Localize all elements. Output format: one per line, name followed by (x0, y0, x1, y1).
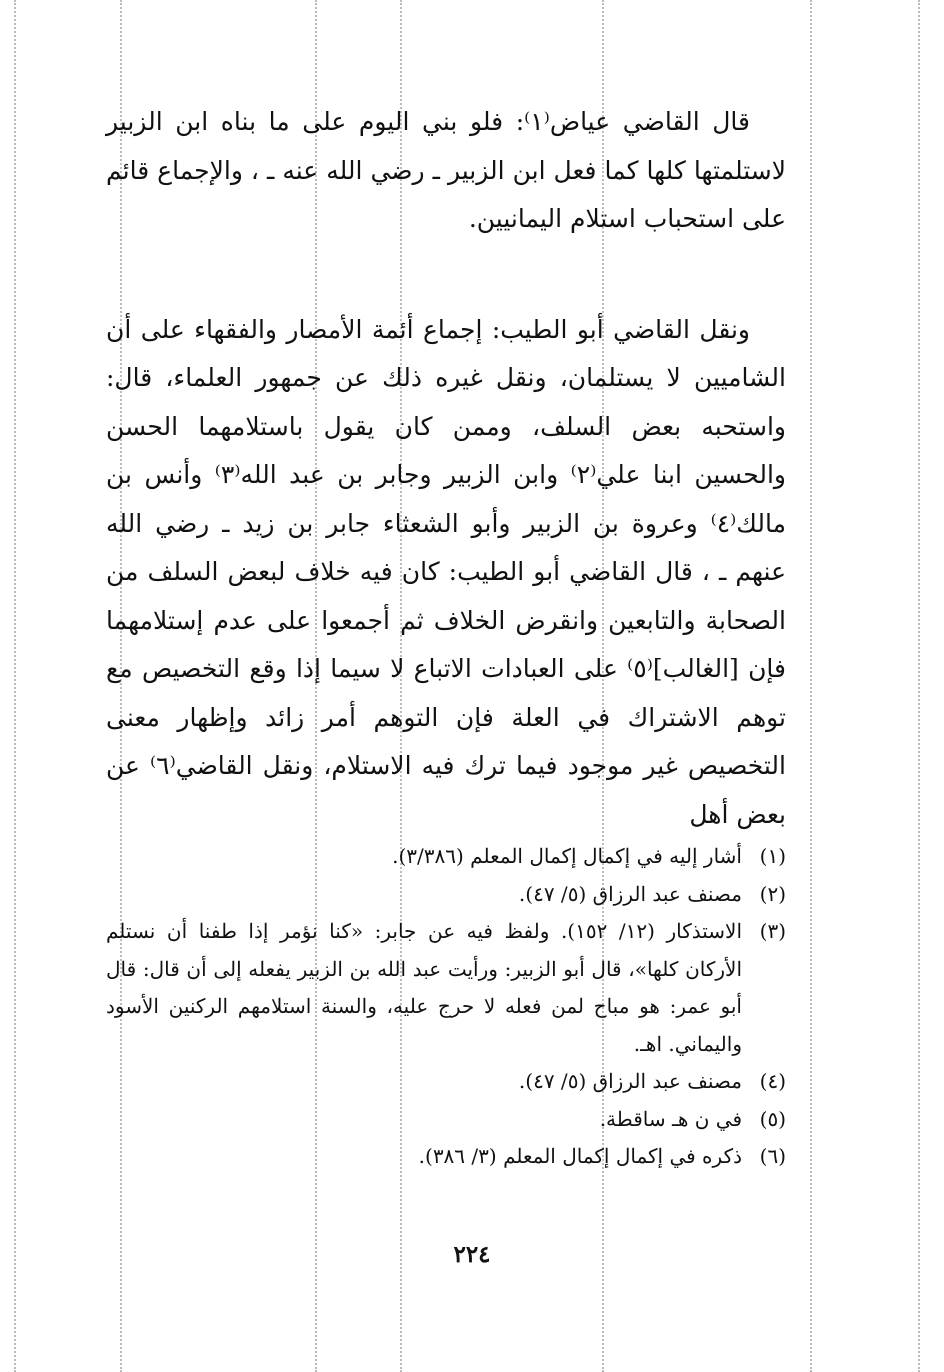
paragraph-1: قال القاضي عياض⁽١⁾: فلو بني اليوم على ما بناه ابن الزبير لاستلمتها كلها كما فعل ابن الزبير ـ رضي الله عنه ـ ، والإجماع قائم على استحباب استلام اليمانيين. (106, 107, 786, 233)
footnote-number: (٢) (759, 881, 786, 906)
footnote-number: (٥) (759, 1106, 786, 1131)
scan-guide-line-6 (810, 0, 812, 1372)
footnote (106, 1138, 786, 1176)
footnote-number: (٦) (759, 1144, 786, 1168)
footnote-number: (٣) (759, 919, 786, 943)
footnote (106, 913, 786, 1063)
footnote-text: أشار إليه في إكمال إكمال المعلم (٣/٣٨٦). (392, 844, 742, 868)
footnote-text: في ن هـ ساقطة. (599, 1106, 742, 1131)
footnotes (106, 838, 786, 1176)
scan-guide-line-7 (918, 0, 920, 1372)
footnote (106, 1101, 786, 1139)
footnote-text: مصنف عبد الرزاق (٥/ ٤٧). (518, 881, 742, 906)
paragraph-gap (106, 244, 786, 306)
footnote-text: الاستذكار (١٢/ ١٥٢). ولفظ فيه عن جابر: «كنا نؤمر إذا طفنا أن نستلم الأركان كلها»، قال أبو الزبير: ورأيت عبد الله بن الزبير يفعله إلى أن قال: قال أبو عمر: هو مباح لمن فعله لا حرج عليه، والسنة استلامهم الركنين الأسود واليماني. اهـ. (106, 919, 743, 1056)
page-number: ٢٢٤ (453, 1241, 491, 1268)
scan-guide-line-1 (14, 0, 16, 1372)
footnote-number: (١) (759, 844, 786, 868)
footnote-text: مصنف عبد الرزاق (٥/ ٤٧). (518, 1069, 742, 1093)
footnote-text: ذكره في إكمال إكمال المعلم (٣/ ٣٨٦). (418, 1144, 742, 1168)
footnote (106, 838, 786, 876)
main-text (106, 98, 786, 839)
paragraph-2: ونقل القاضي أبو الطيب: إجماع أئمة الأمصار والفقهاء على أن الشاميين لا يستلمان، ونقل غيره ذلك عن جمهور العلماء، قال: واستحبه بعض السلف، وممن كان يقول باستلامهما الحسن والحسين ابنا علي⁽٢⁾ وابن الزبير وجابر بن عبد الله⁽٣⁾ وأنس بن مالك⁽٤⁾ وعروة بن الزبير وأبو الشعثاء جابر بن زيد ـ رضي الله عنهم ـ ، قال القاضي أبو الطيب: كان فيه خلاف لبعض السلف من الصحابة والتابعين وانقرض الخلاف ثم أجمعوا على عدم إستلامهما فإن [الغالب]⁽٥⁾ على العبادات الاتباع لا سيما إذا وقع التخصيص مع توهم الاشتراك في العلة فإن التوهم أمر زائد وإظهار معنى التخصيص غير موجود فيما ترك فيه الاستلام، ونقل القاضي⁽٦⁾ عن بعض أهل (106, 314, 787, 829)
footnote-number: (٤) (759, 1069, 786, 1093)
footnote (106, 876, 786, 914)
footnote (106, 1063, 786, 1101)
